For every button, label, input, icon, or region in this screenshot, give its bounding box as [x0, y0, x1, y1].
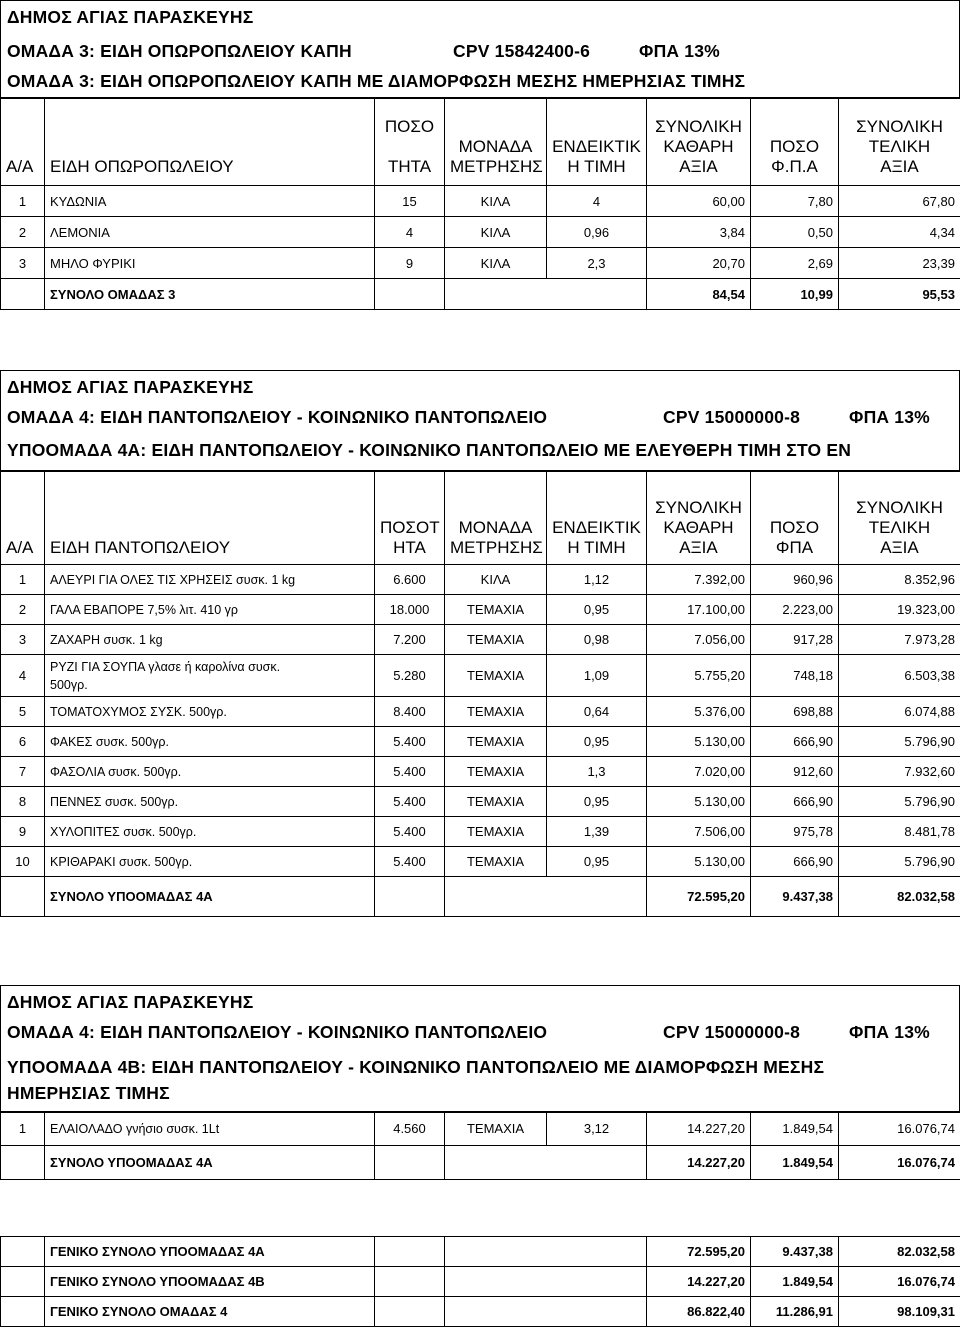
table-row — [1, 847, 960, 877]
row-total-value: 8.352,96 — [839, 565, 960, 595]
row-quantity: 5.400 — [375, 757, 445, 787]
row-item: ΦΑΣΟΛΙΑ συσκ. 500γρ. — [45, 757, 375, 787]
row-total-value: 7.932,60 — [839, 757, 960, 787]
s1-sum-vat: 10,99 — [751, 279, 839, 310]
row-vat-amount: 2,69 — [751, 248, 839, 279]
s1-header-aa: Α/Α — [1, 98, 45, 186]
section3-cpv: CPV 15000000-8 — [663, 1022, 801, 1042]
s1-sum-total: 95,53 — [839, 279, 960, 310]
row-item: ΠΕΝΝΕΣ συσκ. 500γρ. — [45, 787, 375, 817]
section1-cpv: CPV 15842400-6 — [453, 41, 591, 61]
s1-header-price: ΕΝΔΕΙΚΤΙΚ Η ΤΙΜΗ — [547, 98, 647, 186]
s2-header-aa: Α/Α — [1, 471, 45, 565]
summary-label: ΓΕΝΙΚΟ ΣΥΝΟΛΟ ΥΠΟΟΜΑΔΑΣ 4Α — [45, 1237, 375, 1267]
summary-vat: 1.849,54 — [751, 1267, 839, 1297]
row-total-value: 7.973,28 — [839, 625, 960, 655]
section1-table — [0, 97, 960, 310]
table-row — [1, 727, 960, 757]
s1-header-vat: ΠΟΣΟ Φ.Π.Α — [751, 98, 839, 186]
row-net-value: 7.506,00 — [647, 817, 751, 847]
section2-vat: ΦΠΑ 13% — [849, 407, 930, 427]
section1-subgroup: ΟΜΑΔΑ 3: ΕΙΔΗ ΟΠΩΡΟΠΩΛΕΙΟΥ ΚΑΠΗ ΜΕ ΔΙΑΜΟΡΦΩΣΗ ΜΕΣΗΣ ΗΜΕΡΗΣΙΑΣ ΤΙΜΗΣ — [7, 71, 746, 91]
row-net-value: 3,84 — [647, 217, 751, 248]
section3-group: ΟΜΑΔΑ 4: ΕΙΔΗ ΠΑΝΤΟΠΩΛΕΙΟΥ - ΚΟΙΝΩΝΙΚΟ ΠΑΝΤΟΠΩΛΕΙΟ — [7, 1022, 548, 1042]
row-item: ΓΑΛΑ ΕΒΑΠΟΡΕ 7,5% λιτ. 410 γρ — [45, 595, 375, 625]
row-quantity: 5.400 — [375, 727, 445, 757]
row-unit: ΚΙΛΑ — [445, 565, 547, 595]
row-total-value: 16.076,74 — [839, 1112, 960, 1146]
s1-sum-row — [1, 279, 960, 310]
row-price: 0,95 — [547, 595, 647, 625]
row-item: ΑΛΕΥΡΙ ΓΙΑ ΟΛΕΣ ΤΙΣ ΧΡΗΣΕΙΣ συσκ. 1 kg — [45, 565, 375, 595]
row-quantity: 6.600 — [375, 565, 445, 595]
row-quantity: 9 — [375, 248, 445, 279]
section3-subgroup-line1: ΥΠΟΟΜΑΔΑ 4Β: ΕΙΔΗ ΠΑΝΤΟΠΩΛΕΙΟΥ - ΚΟΙΝΩΝΙΚΟ ΠΑΝΤΟΠΩΛΕΙΟ ΜΕ ΔΙΑΜΟΡΦΩΣΗ ΜΕΣΗΣ — [7, 1057, 825, 1077]
row-vat-amount: 960,96 — [751, 565, 839, 595]
table-row — [1, 248, 960, 279]
s1-sum-label: ΣΥΝΟΛΟ ΟΜΑΔΑΣ 3 — [45, 279, 375, 310]
row-number: 10 — [1, 847, 45, 877]
row-unit: ΤΕΜΑΧΙΑ — [445, 655, 547, 697]
row-net-value: 5.376,00 — [647, 697, 751, 727]
row-vat-amount: 912,60 — [751, 757, 839, 787]
s2-header-unit: ΜΟΝΑΔΑ ΜΕΤΡΗΣΗΣ — [445, 471, 547, 565]
summary-row — [1, 1267, 960, 1297]
row-number: 5 — [1, 697, 45, 727]
row-unit: ΚΙΛΑ — [445, 248, 547, 279]
section3-title: ΔΗΜΟΣ ΑΓΙΑΣ ΠΑΡΑΣΚΕΥΗΣ — [7, 992, 254, 1012]
table-row — [1, 625, 960, 655]
row-unit: ΤΕΜΑΧΙΑ — [445, 787, 547, 817]
row-net-value: 7.020,00 — [647, 757, 751, 787]
summary-net: 72.595,20 — [647, 1237, 751, 1267]
row-item: ΚΡΙΘΑΡΑΚΙ συσκ. 500γρ. — [45, 847, 375, 877]
section2-table — [0, 470, 960, 917]
row-net-value: 5.755,20 — [647, 655, 751, 697]
summary-total: 16.076,74 — [839, 1267, 960, 1297]
row-quantity: 5.400 — [375, 787, 445, 817]
row-item: ΕΛΑΙΟΛΑΔΟ γνήσιο συσκ. 1Lt — [45, 1112, 375, 1146]
section2-group: ΟΜΑΔΑ 4: ΕΙΔΗ ΠΑΝΤΟΠΩΛΕΙΟΥ - ΚΟΙΝΩΝΙΚΟ ΠΑΝΤΟΠΩΛΕΙΟ — [7, 407, 548, 427]
s2-sum-net: 72.595,20 — [647, 877, 751, 917]
row-price: 0,95 — [547, 787, 647, 817]
row-price: 1,12 — [547, 565, 647, 595]
row-total-value: 4,34 — [839, 217, 960, 248]
row-price: 0,95 — [547, 847, 647, 877]
summary-row — [1, 1297, 960, 1327]
table-row — [1, 697, 960, 727]
row-price: 0,95 — [547, 727, 647, 757]
row-total-value: 6.503,38 — [839, 655, 960, 697]
row-net-value: 5.130,00 — [647, 727, 751, 757]
row-item: ΚΥΔΩΝΙΑ — [45, 186, 375, 217]
row-vat-amount: 2.223,00 — [751, 595, 839, 625]
s2-header-item: ΕΙΔΗ ΠΑΝΤΟΠΩΛΕΙΟΥ — [45, 471, 375, 565]
s1-header-item: ΕΙΔΗ ΟΠΩΡΟΠΩΛΕΙΟΥ — [45, 98, 375, 186]
row-unit: ΤΕΜΑΧΙΑ — [445, 625, 547, 655]
row-unit: ΤΕΜΑΧΙΑ — [445, 817, 547, 847]
s2-sum-row — [1, 877, 960, 917]
table-row — [1, 655, 960, 697]
row-item: ΧΥΛΟΠΙΤΕΣ συσκ. 500γρ. — [45, 817, 375, 847]
table-row — [1, 217, 960, 248]
summary-vat: 9.437,38 — [751, 1237, 839, 1267]
row-net-value: 20,70 — [647, 248, 751, 279]
summary-total: 82.032,58 — [839, 1237, 960, 1267]
section1-group: ΟΜΑΔΑ 3: ΕΙΔΗ ΟΠΩΡΟΠΩΛΕΙΟΥ ΚΑΠΗ — [7, 41, 352, 61]
s2-header-price: ΕΝΔΕΙΚΤΙΚ Η ΤΙΜΗ — [547, 471, 647, 565]
row-number: 9 — [1, 817, 45, 847]
row-unit: ΚΙΛΑ — [445, 217, 547, 248]
section3-subgroup-line2: ΗΜΕΡΗΣΙΑΣ ΤΙΜΗΣ — [7, 1083, 170, 1103]
section2-header — [0, 370, 960, 472]
row-quantity: 5.400 — [375, 817, 445, 847]
s3-sum-vat: 1.849,54 — [751, 1146, 839, 1180]
row-vat-amount: 666,90 — [751, 847, 839, 877]
s2-sum-label: ΣΥΝΟΛΟ ΥΠΟΟΜΑΔΑΣ 4Α — [45, 877, 375, 917]
row-item: ΜΗΛΟ ΦΥΡΙΚΙ — [45, 248, 375, 279]
row-total-value: 67,80 — [839, 186, 960, 217]
row-vat-amount: 0,50 — [751, 217, 839, 248]
row-net-value: 5.130,00 — [647, 787, 751, 817]
row-price: 1,09 — [547, 655, 647, 697]
row-unit: ΤΕΜΑΧΙΑ — [445, 727, 547, 757]
row-total-value: 5.796,90 — [839, 787, 960, 817]
row-item: ΖΑΧΑΡΗ συσκ. 1 kg — [45, 625, 375, 655]
row-unit: ΤΕΜΑΧΙΑ — [445, 757, 547, 787]
row-vat-amount: 698,88 — [751, 697, 839, 727]
row-number: 1 — [1, 565, 45, 595]
row-quantity: 8.400 — [375, 697, 445, 727]
summary-label: ΓΕΝΙΚΟ ΣΥΝΟΛΟ ΥΠΟΟΜΑΔΑΣ 4Β — [45, 1267, 375, 1297]
row-net-value: 14.227,20 — [647, 1112, 751, 1146]
row-price: 0,96 — [547, 217, 647, 248]
row-item: ΦΑΚΕΣ συσκ. 500γρ. — [45, 727, 375, 757]
summary-net: 14.227,20 — [647, 1267, 751, 1297]
section3-header — [0, 985, 960, 1113]
row-item: ΡΥΖΙ ΓΙΑ ΣΟΥΠΑ γλασε ή καρολίνα συσκ. 500γρ. — [45, 655, 375, 697]
row-vat-amount: 917,28 — [751, 625, 839, 655]
row-unit: ΚΙΛΑ — [445, 186, 547, 217]
row-number: 1 — [1, 1112, 45, 1146]
section1-title: ΔΗΜΟΣ ΑΓΙΑΣ ΠΑΡΑΣΚΕΥΗΣ — [7, 7, 254, 27]
row-price: 0,98 — [547, 625, 647, 655]
row-vat-amount: 748,18 — [751, 655, 839, 697]
section3-table — [0, 1111, 960, 1180]
row-number: 3 — [1, 248, 45, 279]
row-number: 6 — [1, 727, 45, 757]
row-number: 8 — [1, 787, 45, 817]
row-price: 4 — [547, 186, 647, 217]
row-vat-amount: 975,78 — [751, 817, 839, 847]
table-row — [1, 817, 960, 847]
row-quantity: 5.400 — [375, 847, 445, 877]
row-net-value: 17.100,00 — [647, 595, 751, 625]
s2-header-qty: ΠΟΣΟΤ ΗΤΑ — [375, 471, 445, 565]
row-total-value: 23,39 — [839, 248, 960, 279]
table-row — [1, 186, 960, 217]
s1-header-unit: ΜΟΝΑΔΑ ΜΕΤΡΗΣΗΣ — [445, 98, 547, 186]
row-quantity: 7.200 — [375, 625, 445, 655]
s3-sum-row — [1, 1146, 960, 1180]
s2-header-total: ΣΥΝΟΛΙΚΗ ΤΕΛΙΚΗ ΑΞΙΑ — [839, 471, 960, 565]
row-price: 3,12 — [547, 1112, 647, 1146]
s2-sum-total: 82.032,58 — [839, 877, 960, 917]
row-unit: ΤΕΜΑΧΙΑ — [445, 1112, 547, 1146]
row-item: ΤΟΜΑΤΟΧΥΜΟΣ ΣΥΣΚ. 500γρ. — [45, 697, 375, 727]
table-row — [1, 1112, 960, 1146]
s2-sum-vat: 9.437,38 — [751, 877, 839, 917]
section2-title: ΔΗΜΟΣ ΑΓΙΑΣ ΠΑΡΑΣΚΕΥΗΣ — [7, 377, 254, 397]
row-total-value: 6.074,88 — [839, 697, 960, 727]
row-net-value: 7.056,00 — [647, 625, 751, 655]
table-row — [1, 595, 960, 625]
section2-cpv: CPV 15000000-8 — [663, 407, 801, 427]
row-quantity: 4 — [375, 217, 445, 248]
s1-header-total: ΣΥΝΟΛΙΚΗ ΤΕΛΙΚΗ ΑΞΙΑ — [839, 98, 960, 186]
summary-label: ΓΕΝΙΚΟ ΣΥΝΟΛΟ ΟΜΑΔΑΣ 4 — [45, 1297, 375, 1327]
summary-row — [1, 1237, 960, 1267]
row-total-value: 5.796,90 — [839, 727, 960, 757]
row-unit: ΤΕΜΑΧΙΑ — [445, 595, 547, 625]
row-number: 2 — [1, 217, 45, 248]
row-number: 1 — [1, 186, 45, 217]
s1-sum-net: 84,54 — [647, 279, 751, 310]
row-vat-amount: 666,90 — [751, 787, 839, 817]
row-quantity: 5.280 — [375, 655, 445, 697]
row-quantity: 4.560 — [375, 1112, 445, 1146]
row-net-value: 7.392,00 — [647, 565, 751, 595]
section1-header — [0, 0, 960, 99]
row-price: 1,3 — [547, 757, 647, 787]
table-row — [1, 565, 960, 595]
s1-header-net: ΣΥΝΟΛΙΚΗ ΚΑΘΑΡΗ ΑΞΙΑ — [647, 98, 751, 186]
row-quantity: 15 — [375, 186, 445, 217]
row-number: 2 — [1, 595, 45, 625]
section3-vat: ΦΠΑ 13% — [849, 1022, 930, 1042]
summary-net: 86.822,40 — [647, 1297, 751, 1327]
row-number: 4 — [1, 655, 45, 697]
row-unit: ΤΕΜΑΧΙΑ — [445, 847, 547, 877]
row-total-value: 8.481,78 — [839, 817, 960, 847]
row-price: 1,39 — [547, 817, 647, 847]
row-net-value: 60,00 — [647, 186, 751, 217]
s1-header-qty: ΠΟΣΟ ΤΗΤΑ — [375, 98, 445, 186]
s2-header-vat: ΠΟΣΟ ΦΠΑ — [751, 471, 839, 565]
row-total-value: 5.796,90 — [839, 847, 960, 877]
table-row — [1, 757, 960, 787]
s3-sum-total: 16.076,74 — [839, 1146, 960, 1180]
row-total-value: 19.323,00 — [839, 595, 960, 625]
section2-subgroup: ΥΠΟΟΜΑΔΑ 4Α: ΕΙΔΗ ΠΑΝΤΟΠΩΛΕΙΟΥ - ΚΟΙΝΩΝΙΚΟ ΠΑΝΤΟΠΩΛΕΙΟ ΜΕ ΕΛΕΥΘΕΡΗ ΤΙΜΗ ΣΤΟ ΕΝ — [7, 440, 852, 460]
row-number: 3 — [1, 625, 45, 655]
table-row — [1, 787, 960, 817]
summary-vat: 11.286,91 — [751, 1297, 839, 1327]
row-price: 0,64 — [547, 697, 647, 727]
s3-sum-net: 14.227,20 — [647, 1146, 751, 1180]
s3-sum-label: ΣΥΝΟΛΟ ΥΠΟΟΜΑΔΑΣ 4Α — [45, 1146, 375, 1180]
summary-table — [0, 1236, 960, 1327]
row-quantity: 18.000 — [375, 595, 445, 625]
row-vat-amount: 666,90 — [751, 727, 839, 757]
row-vat-amount: 7,80 — [751, 186, 839, 217]
row-number: 7 — [1, 757, 45, 787]
section1-vat: ΦΠΑ 13% — [639, 41, 720, 61]
row-item: ΛΕΜΟΝΙΑ — [45, 217, 375, 248]
row-unit: ΤΕΜΑΧΙΑ — [445, 697, 547, 727]
s2-header-net: ΣΥΝΟΛΙΚΗ ΚΑΘΑΡΗ ΑΞΙΑ — [647, 471, 751, 565]
row-vat-amount: 1.849,54 — [751, 1112, 839, 1146]
summary-total: 98.109,31 — [839, 1297, 960, 1327]
row-net-value: 5.130,00 — [647, 847, 751, 877]
row-price: 2,3 — [547, 248, 647, 279]
